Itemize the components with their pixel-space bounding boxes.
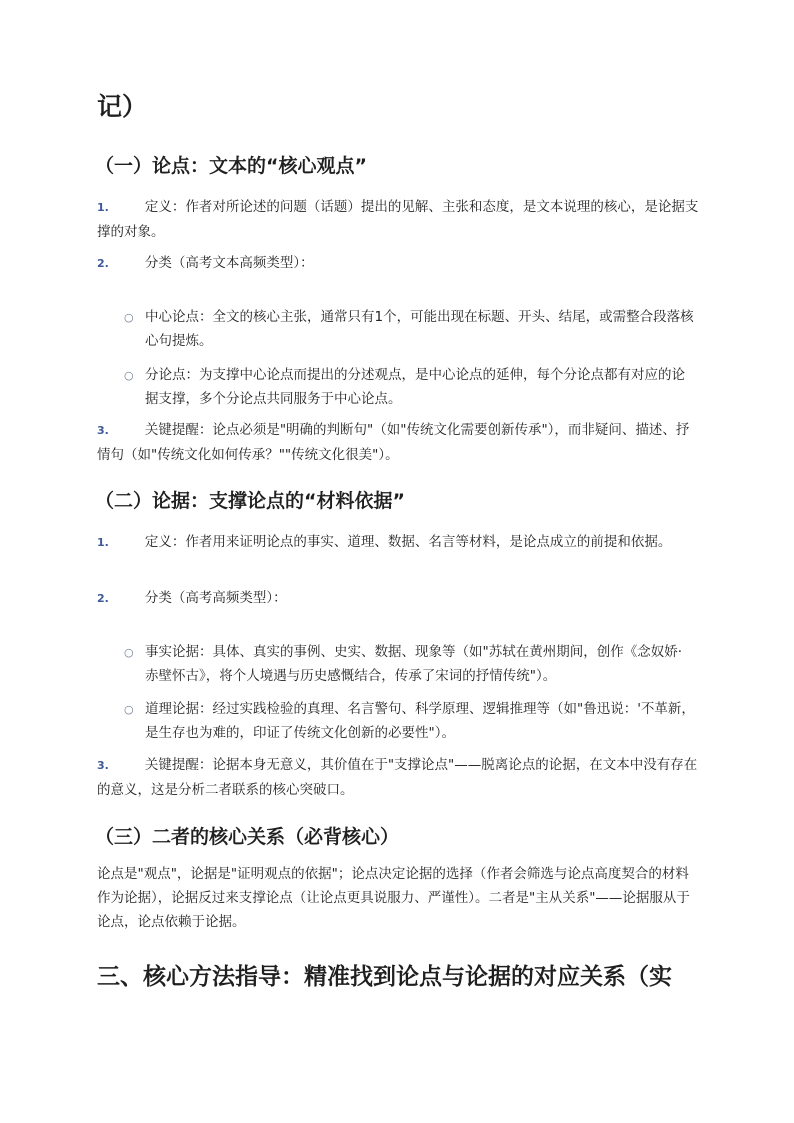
list-text: 关键提醒：论点必须是"明确的判断句"（如"传统文化需要创新传承"），而非疑问、描述、抒情句（如"传统文化如何传承？""传统文化很美"）。: [97, 422, 690, 463]
list-item: [97, 251, 702, 276]
list-text: 定义：作者用来证明论点的事实、道理、数据、名言等材料，是论点成立的前提和依据。: [144, 534, 672, 550]
list-number: 3.: [97, 759, 109, 772]
list-text: 关键提醒：论据本身无意义，其价值在于"支撑论点"——脱离论点的论据，在文本中没有存在的意义，这是分析二者联系的核心突破口。: [97, 757, 698, 798]
circle-bullet-icon: ○: [124, 646, 134, 659]
heading-fragment: 记）: [97, 92, 148, 121]
list-item: [97, 418, 702, 467]
sub-list-item: [125, 305, 695, 353]
relationship-paragraph: 论点是"观点"，论据是"证明观点的依据"；论点决定论据的选择（作者会筛选与论点高度契合的材料作为论据），论据反过来支撑论点（让论点更具说服力、严谨性）。二者是"主从关系"——论据服从于论点，论点依赖于论据。: [97, 866, 690, 930]
sub-list-item: [125, 697, 695, 745]
list-item: [97, 586, 702, 611]
section-3-title: （三）二者的核心关系（必背核心）: [95, 826, 400, 848]
list-number: 1.: [97, 201, 109, 214]
sub-list-text: 分论点：为支撑中心论点而提出的分述观点，是中心论点的延伸，每个分论点都有对应的论据支撑，多个分论点共同服务于中心论点。: [145, 367, 685, 407]
circle-bullet-icon: ○: [124, 703, 134, 716]
section-2-title: （二）论据：支撑论点的“材料依据”: [95, 490, 405, 512]
circle-bullet-icon: ○: [124, 311, 134, 324]
sub-list-item: [125, 640, 695, 688]
sub-list-text: 道理论据：经过实践检验的真理、名言警句、科学原理、逻辑推理等（如"鲁迅说：'不革新，是生存也为难的，印证了传统文化创新的必要性"）。: [145, 701, 695, 741]
list-text: 定义：作者对所论述的问题（话题）提出的见解、主张和态度，是文本说理的核心，是论据支撑的对象。: [97, 199, 699, 240]
circle-bullet-icon: ○: [124, 369, 134, 382]
list-text: 分类（高考高频类型）：: [144, 590, 287, 606]
next-section-heading: 三、核心方法指导：精准找到论点与论据的对应关系（实: [97, 964, 672, 990]
list-number: 3.: [97, 424, 109, 437]
sub-list-text: 事实论据：具体、真实的事例、史实、数据、现象等（如"苏轼在黄州期间，创作《念奴娇·赤壁怀古》，将个人境遇与历史感慨结合，传承了宋词的抒情传统"）。: [145, 644, 682, 684]
list-item: [97, 195, 702, 244]
list-item: [97, 753, 702, 802]
list-number: 2.: [97, 592, 109, 605]
sub-list-item: [125, 363, 695, 411]
section-1-title: （一）论点：文本的“核心观点”: [95, 155, 367, 177]
sub-list-text: 中心论点：全文的核心主张，通常只有1个，可能出现在标题、开头、结尾，或需整合段落核心句提炼。: [145, 309, 694, 349]
list-number: 2.: [97, 257, 109, 270]
list-number: 1.: [97, 536, 109, 549]
list-text: 分类（高考文本高频类型）：: [144, 255, 314, 271]
list-item: [97, 530, 702, 555]
